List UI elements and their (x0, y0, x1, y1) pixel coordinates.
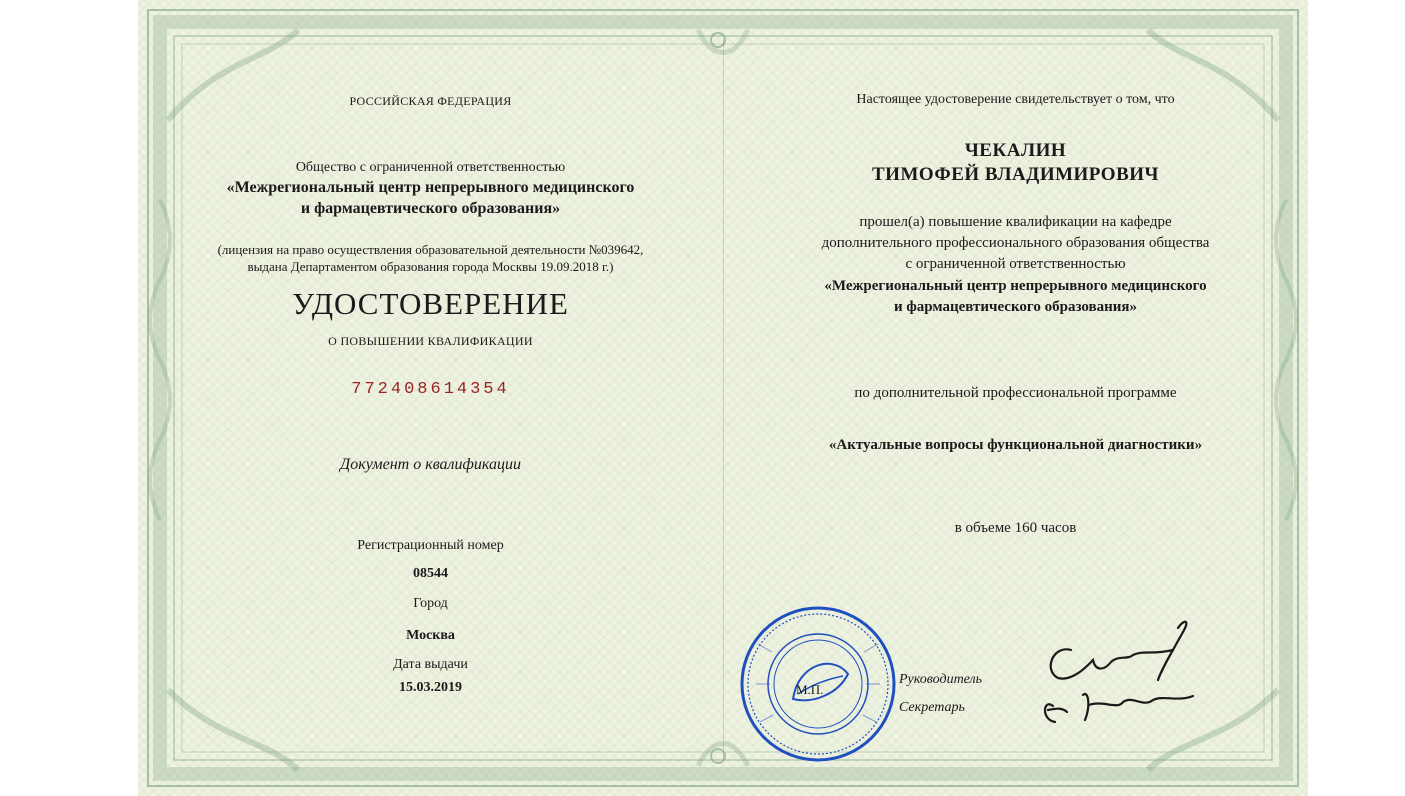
intro-text: Настоящее удостоверение свидетельствует о том, что (856, 92, 1175, 107)
body-line3: с ограниченной ответственностью (905, 256, 1126, 272)
org-name-line1-right: «Межрегиональный центр непрерывного медицинского (824, 278, 1207, 294)
registration-label: Регистрационный номер (357, 538, 504, 553)
seal-mark: М.П. (796, 682, 824, 697)
license-line2: выдана Департаментом образования города Москвы 19.09.2018 г.) (247, 259, 614, 274)
holder-surname: ЧЕКАЛИН (964, 140, 1067, 161)
signatures (1033, 610, 1213, 740)
certificate-sheet (138, 0, 1308, 796)
body-line1: прошел(а) повышение квалификации на кафедре (859, 214, 1172, 230)
document-subtitle: О ПОВЫШЕНИИ КВАЛИФИКАЦИИ (328, 334, 533, 348)
body-line2: дополнительного профессионального образования общества (821, 235, 1210, 251)
org-name-line2: и фармацевтического образования» (300, 200, 561, 217)
country-heading: РОССИЙСКАЯ ФЕДЕРАЦИЯ (349, 94, 512, 108)
program-label: по дополнительной профессиональной программе (854, 385, 1177, 401)
org-name-line2-right: и фармацевтического образования» (893, 299, 1138, 315)
issue-date-value: 15.03.2019 (399, 680, 462, 695)
role-head: Руководитель (899, 672, 983, 687)
holder-given-names: ТИМОФЕЙ ВЛАДИМИРОВИЧ (872, 164, 1159, 185)
left-page (138, 0, 723, 796)
issue-date-label: Дата выдачи (393, 657, 468, 672)
registration-number: 08544 (413, 566, 448, 581)
license-line1: (лицензия на право осуществления образовательной деятельности №039642, (217, 242, 644, 257)
org-form: Общество с ограниченной ответственностью (295, 160, 566, 175)
hours-volume: в объеме 160 часов (954, 520, 1077, 536)
document-title: УДОСТОВЕРЕНИЕ (292, 286, 569, 321)
city-value: Москва (406, 628, 455, 643)
program-name: «Актуальные вопросы функциональной диагностики» (828, 437, 1203, 453)
serial-number: 772408614354 (351, 380, 510, 399)
document-type: Документ о квалификации (340, 456, 521, 473)
city-label: Город (413, 596, 448, 611)
org-name-line1: «Межрегиональный центр непрерывного медицинского (226, 179, 635, 196)
role-secretary: Секретарь (899, 700, 965, 715)
